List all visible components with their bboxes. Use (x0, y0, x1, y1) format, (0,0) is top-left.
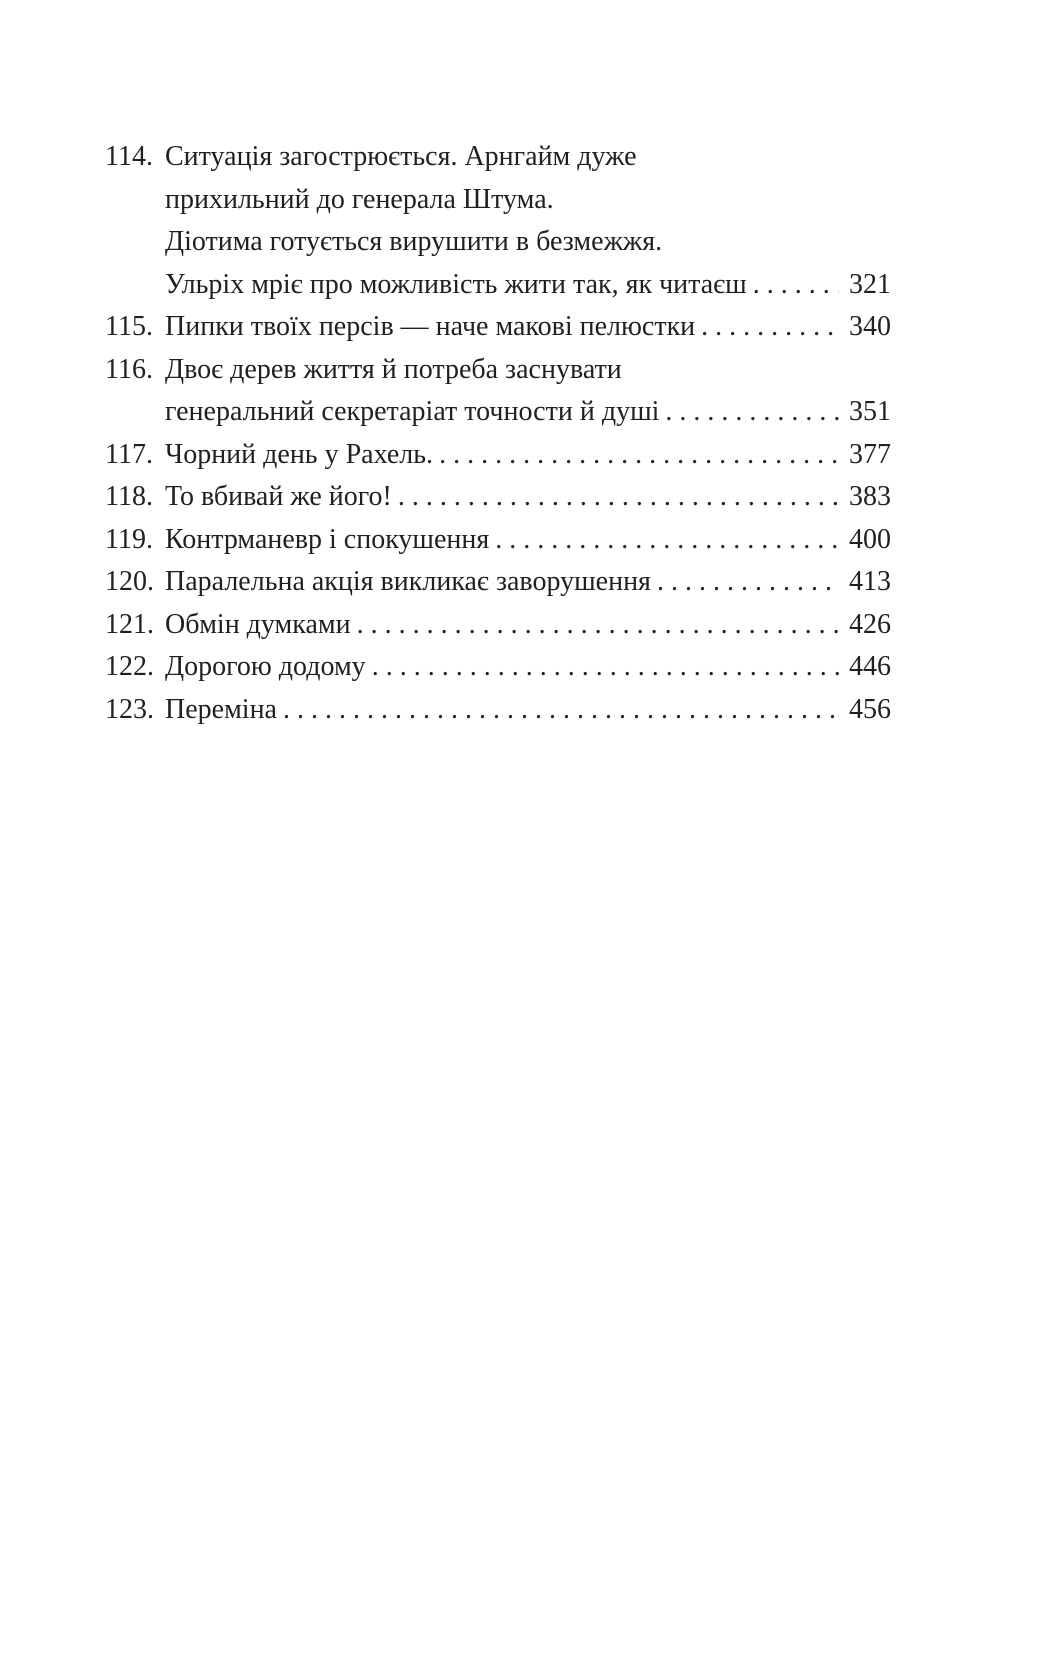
toc-entry-123 (105, 689, 891, 732)
toc-entry-118 (105, 476, 891, 519)
toc-entry-121 (105, 604, 891, 647)
chapter-title (165, 646, 891, 689)
title-line: Чорний день у Рахель. (165, 438, 434, 470)
chapter-title (165, 434, 891, 477)
page-number: 413 (849, 566, 891, 597)
title-line: Дорогою додому (165, 651, 366, 682)
title-last-line (165, 476, 891, 519)
chapter-title (165, 689, 891, 732)
title-line: генеральний секретаріат точности й душі (165, 396, 660, 427)
toc-entry-119 (105, 519, 891, 562)
page-number: 446 (849, 651, 891, 682)
dot-leader (657, 561, 839, 604)
chapter-number: 116. (105, 353, 153, 385)
title-line: Переміна (165, 693, 277, 725)
toc-entry-116 (105, 349, 891, 434)
title-line: Паралельна акція викликає заворушення (165, 566, 651, 597)
title-last-line (165, 264, 891, 307)
chapter-number: 119. (105, 523, 153, 555)
toc-entry-122 (105, 646, 891, 689)
title-last-line (165, 646, 891, 689)
page-number: 456 (849, 693, 891, 725)
title-line: Контрманевр і спокушення (165, 523, 490, 555)
dot-leader (753, 264, 839, 307)
title-line: Ульріх мріє про можливість жити так, як читаєш (165, 268, 747, 300)
page-number: 400 (849, 523, 891, 555)
dot-leader (701, 306, 839, 349)
chapter-title (165, 561, 891, 604)
dot-leader (372, 646, 839, 689)
dot-leader (283, 689, 839, 732)
chapter-number: 120. (105, 566, 154, 597)
chapter-number: 117. (105, 438, 153, 470)
title-last-line (165, 434, 891, 477)
dot-leader (357, 604, 839, 647)
page-number: 377 (849, 438, 891, 470)
title-last-line (165, 604, 891, 647)
chapter-number: 121. (105, 608, 154, 640)
dot-leader (665, 391, 839, 434)
chapter-number: 114. (105, 141, 153, 172)
title-line: То вбивай же його! (165, 481, 392, 512)
page-number: 340 (849, 311, 891, 342)
dot-leader (495, 519, 839, 562)
chapter-number: 123. (105, 693, 154, 725)
page-number: 426 (849, 608, 891, 640)
title-line: Діотима готується вирушити в безмежжя. (165, 226, 663, 257)
chapter-title (165, 349, 891, 434)
chapter-number: 115. (105, 311, 153, 342)
title-last-line (165, 306, 891, 349)
title-last-line (165, 561, 891, 604)
toc-entry-115 (105, 306, 891, 349)
page-number: 383 (849, 481, 891, 512)
chapter-title (165, 604, 891, 647)
dot-leader (439, 434, 839, 477)
chapter-title (165, 519, 891, 562)
title-last-line (165, 519, 891, 562)
toc-entry-117 (105, 434, 891, 477)
chapter-number: 118. (105, 481, 153, 512)
chapter-number: 122. (105, 651, 154, 682)
toc-entry-114 (105, 136, 891, 306)
toc-entry-120 (105, 561, 891, 604)
dot-leader (398, 476, 839, 519)
title-line: прихильний до генерала Штума. (165, 183, 554, 215)
title-line: Ситуація загострюється. Арнгайм дуже (165, 141, 637, 172)
title-line: Двоє дерев життя й потреба заснувати (165, 353, 622, 385)
page-number: 321 (849, 268, 891, 300)
title-line: Обмін думками (165, 608, 351, 640)
chapter-title (165, 306, 891, 349)
title-line: Пипки твоїх персів — наче макові пелюстки (165, 311, 696, 342)
chapter-title (165, 476, 891, 519)
page-number: 351 (849, 396, 891, 427)
chapter-title (165, 136, 891, 306)
title-last-line (165, 391, 891, 434)
title-last-line (165, 689, 891, 732)
table-of-contents (105, 136, 891, 731)
